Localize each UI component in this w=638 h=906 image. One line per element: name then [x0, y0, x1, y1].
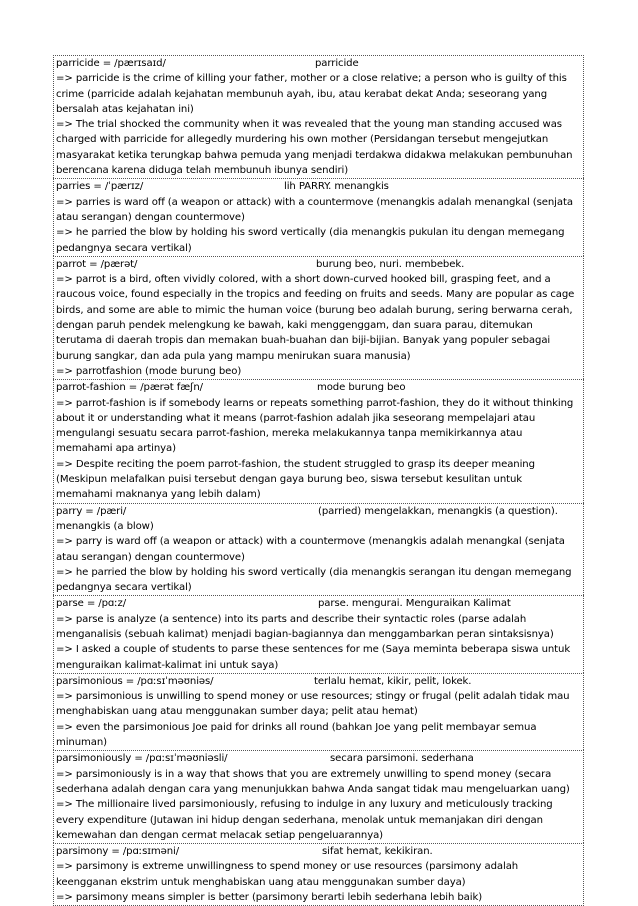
example-line: => parrotfashion (mode burung beo): [56, 365, 242, 377]
definition-line: => parries is ward off (a weapon or attack) with a countermove (menangkis adalah menangkal (senjata atau serangan) dengan countermove): [56, 196, 573, 223]
headword: parrot = /pærət/: [56, 258, 138, 270]
gloss: secara parsimoni. sederhana: [330, 753, 474, 765]
example-line: => The millionaire lived parsimoniously, refusing to indulge in any luxury and meticulously tracking every expenditure (Jutawan ini hidup dengan sederhana, menolak untuk memanjakan diri dengan kemewahan dan dengan cermat melacak setiap pengeluarannya): [56, 799, 553, 841]
entry-head: [56, 56, 581, 71]
gloss-continuation: menangkis (a blow): [56, 520, 154, 532]
entry-parsimony: [53, 843, 584, 906]
definition-line: => parsimony is extreme unwillingness to spend money or use resources (parsimony adalah keengganan ekstrim untuk menghabiskan uang atau menggunakan sumber daya): [56, 861, 519, 888]
example-line: => Despite reciting the poem parrot-fashion, the student struggled to grasp its deeper meaning (Meskipun melafalkan puisi tersebut dengan gaya burung beo, siswa tersebut kesulitan untuk memahami maknanya yang lebih dalam): [56, 458, 535, 501]
definition-line: => parsimonious is unwilling to spend money or use resources; stingy or frugal (pelit adalah tidak mau menghabiskan uang atau menggunakan sumber daya; pelit atau hemat): [56, 691, 570, 718]
definition-line: => parry is ward off (a weapon or attack) with a countermove (menangkis adalah menangkal (senjata atau serangan) dengan countermove): [56, 536, 565, 563]
entry-parry: [53, 503, 584, 596]
definition-line: => parse is analyze (a sentence) into its parts and describe their syntactic roles (parse adalah menganalisis (sebuah kalimat) menjadi bagian-bagiannya dan menggambarkan peran sintaksisnya): [56, 613, 554, 640]
headword: parricide = /pærɪsaɪd/: [56, 58, 166, 69]
entry-parrot: [53, 256, 584, 379]
gloss: parse. mengurai. Menguraikan Kalimat: [318, 598, 511, 610]
gloss: lih PARRY. menangkis: [284, 181, 389, 193]
entry-head: [56, 751, 581, 766]
definition-line: => parrot-fashion is if somebody learns or repeats something parrot-fashion, they do it without thinking about it or understanding what it means (parrot-fashion adalah jika seseorang mempelajari atau mengulangi sesuatu secara parrot-fashion, mereka melakukannya tanpa memikirkannya atau memahami apa artinya): [56, 397, 574, 455]
gloss: sifat hemat, kekikiran.: [322, 846, 433, 858]
headword: parsimony = /pɑːsɪməni/: [56, 846, 180, 858]
gloss: (parried) mengelakkan, menangkis (a question).: [318, 505, 558, 517]
entry-head: [56, 504, 581, 519]
entry-parries: [53, 178, 584, 255]
entry-head: [56, 257, 581, 272]
headword: parse = /pɑːz/: [56, 598, 127, 610]
entry-head: [56, 844, 581, 859]
example-line: => he parried the blow by holding his sword vertically (dia menangkis serangan itu dengan memegang pedangnya secara vertikal): [56, 566, 572, 594]
headword: parsimoniously = /pɑːsɪˈməʊniəsli/: [56, 753, 228, 765]
definition-line: => parricide is the crime of killing your father, mother or a close relative; a person who is guilty of this crime (parricide adalah kejahatan membunuh ayah, ibu, atau kerabat dekat Anda; seseorang yang bersalah atas kejahatan ini): [56, 73, 567, 115]
entry-parsimoniously: [53, 750, 584, 843]
entry-head: [56, 380, 581, 395]
example-line: => even the parsimonious Joe paid for drinks all round (bahkan Joe yang pelit membayar semua minuman): [56, 721, 537, 749]
headword: parry = /pæri/: [56, 505, 127, 517]
example-line: => parsimony means simpler is better (parsimony berarti lebih sederhana lebih baik): [56, 892, 483, 904]
gloss: terlalu hemat, kikir, pelit, lokek.: [314, 675, 472, 687]
entry-head: [56, 674, 581, 689]
entry-parse: [53, 595, 584, 672]
dictionary-page: [53, 55, 584, 906]
entry-parricide: [53, 55, 584, 178]
entry-head: [56, 179, 581, 194]
example-line: => he parried the blow by holding his sword vertically (dia menangkis pukulan itu dengan memegang pedangnya secara vertikal): [56, 227, 565, 254]
entry-parsimonious: [53, 673, 584, 750]
gloss: parricide: [315, 58, 359, 69]
definition-line: => parsimoniously is in a way that shows that you are extremely unwilling to spend money (secara sederhana adalah dengan cara yang menunjukkan bahwa Anda sangat tidak mau mengeluarkan uang): [56, 768, 570, 795]
headword: parries = /ˈpærɪz/: [56, 181, 144, 193]
example-line: => The trial shocked the community when it was revealed that the young man standing accused was charged with parricide for allegedly murdering his own mother (Persidangan tersebut mengejutkan masyarakat ketika terungkap bahwa pemuda yang menjadi terdakwa didakwa melakukan pembunuhan berencana karena diduga telah membunuh ibunya sendiri): [56, 119, 573, 177]
example-line: => I asked a couple of students to parse these sentences for me (Saya meminta beberapa siswa untuk menguraikan kalimat-kalimat ini untuk saya): [56, 644, 571, 671]
gloss: burung beo, nuri. membebek.: [316, 258, 465, 270]
gloss: mode burung beo: [317, 382, 406, 394]
entry-parrot-fashion: [53, 379, 584, 502]
entry-head: [56, 596, 581, 611]
headword: parsimonious = /pɑːsɪˈməʊniəs/: [56, 675, 214, 687]
definition-line: => parrot is a bird, often vividly colored, with a short down-curved hooked bill, grasping feet, and a raucous voice, found especially in the tropics and feeding on fruits and seeds. Many are popular as cage birds, and some are able to mimic the human voice (burung beo adalah burung, sering berwarna cerah, dengan paruh pendek melengkung ke bawah, kaki menggenggam, dan suara parau, ditemukan terutama di daerah tropis dan memakan buah-buahan dan biji-bijian. Banyak yang populer sebagai burung sangkar, dan ada pula yang mampu menirukan suara manusia): [56, 274, 575, 362]
headword: parrot-fashion = /pærət fæʃn/: [56, 382, 203, 394]
